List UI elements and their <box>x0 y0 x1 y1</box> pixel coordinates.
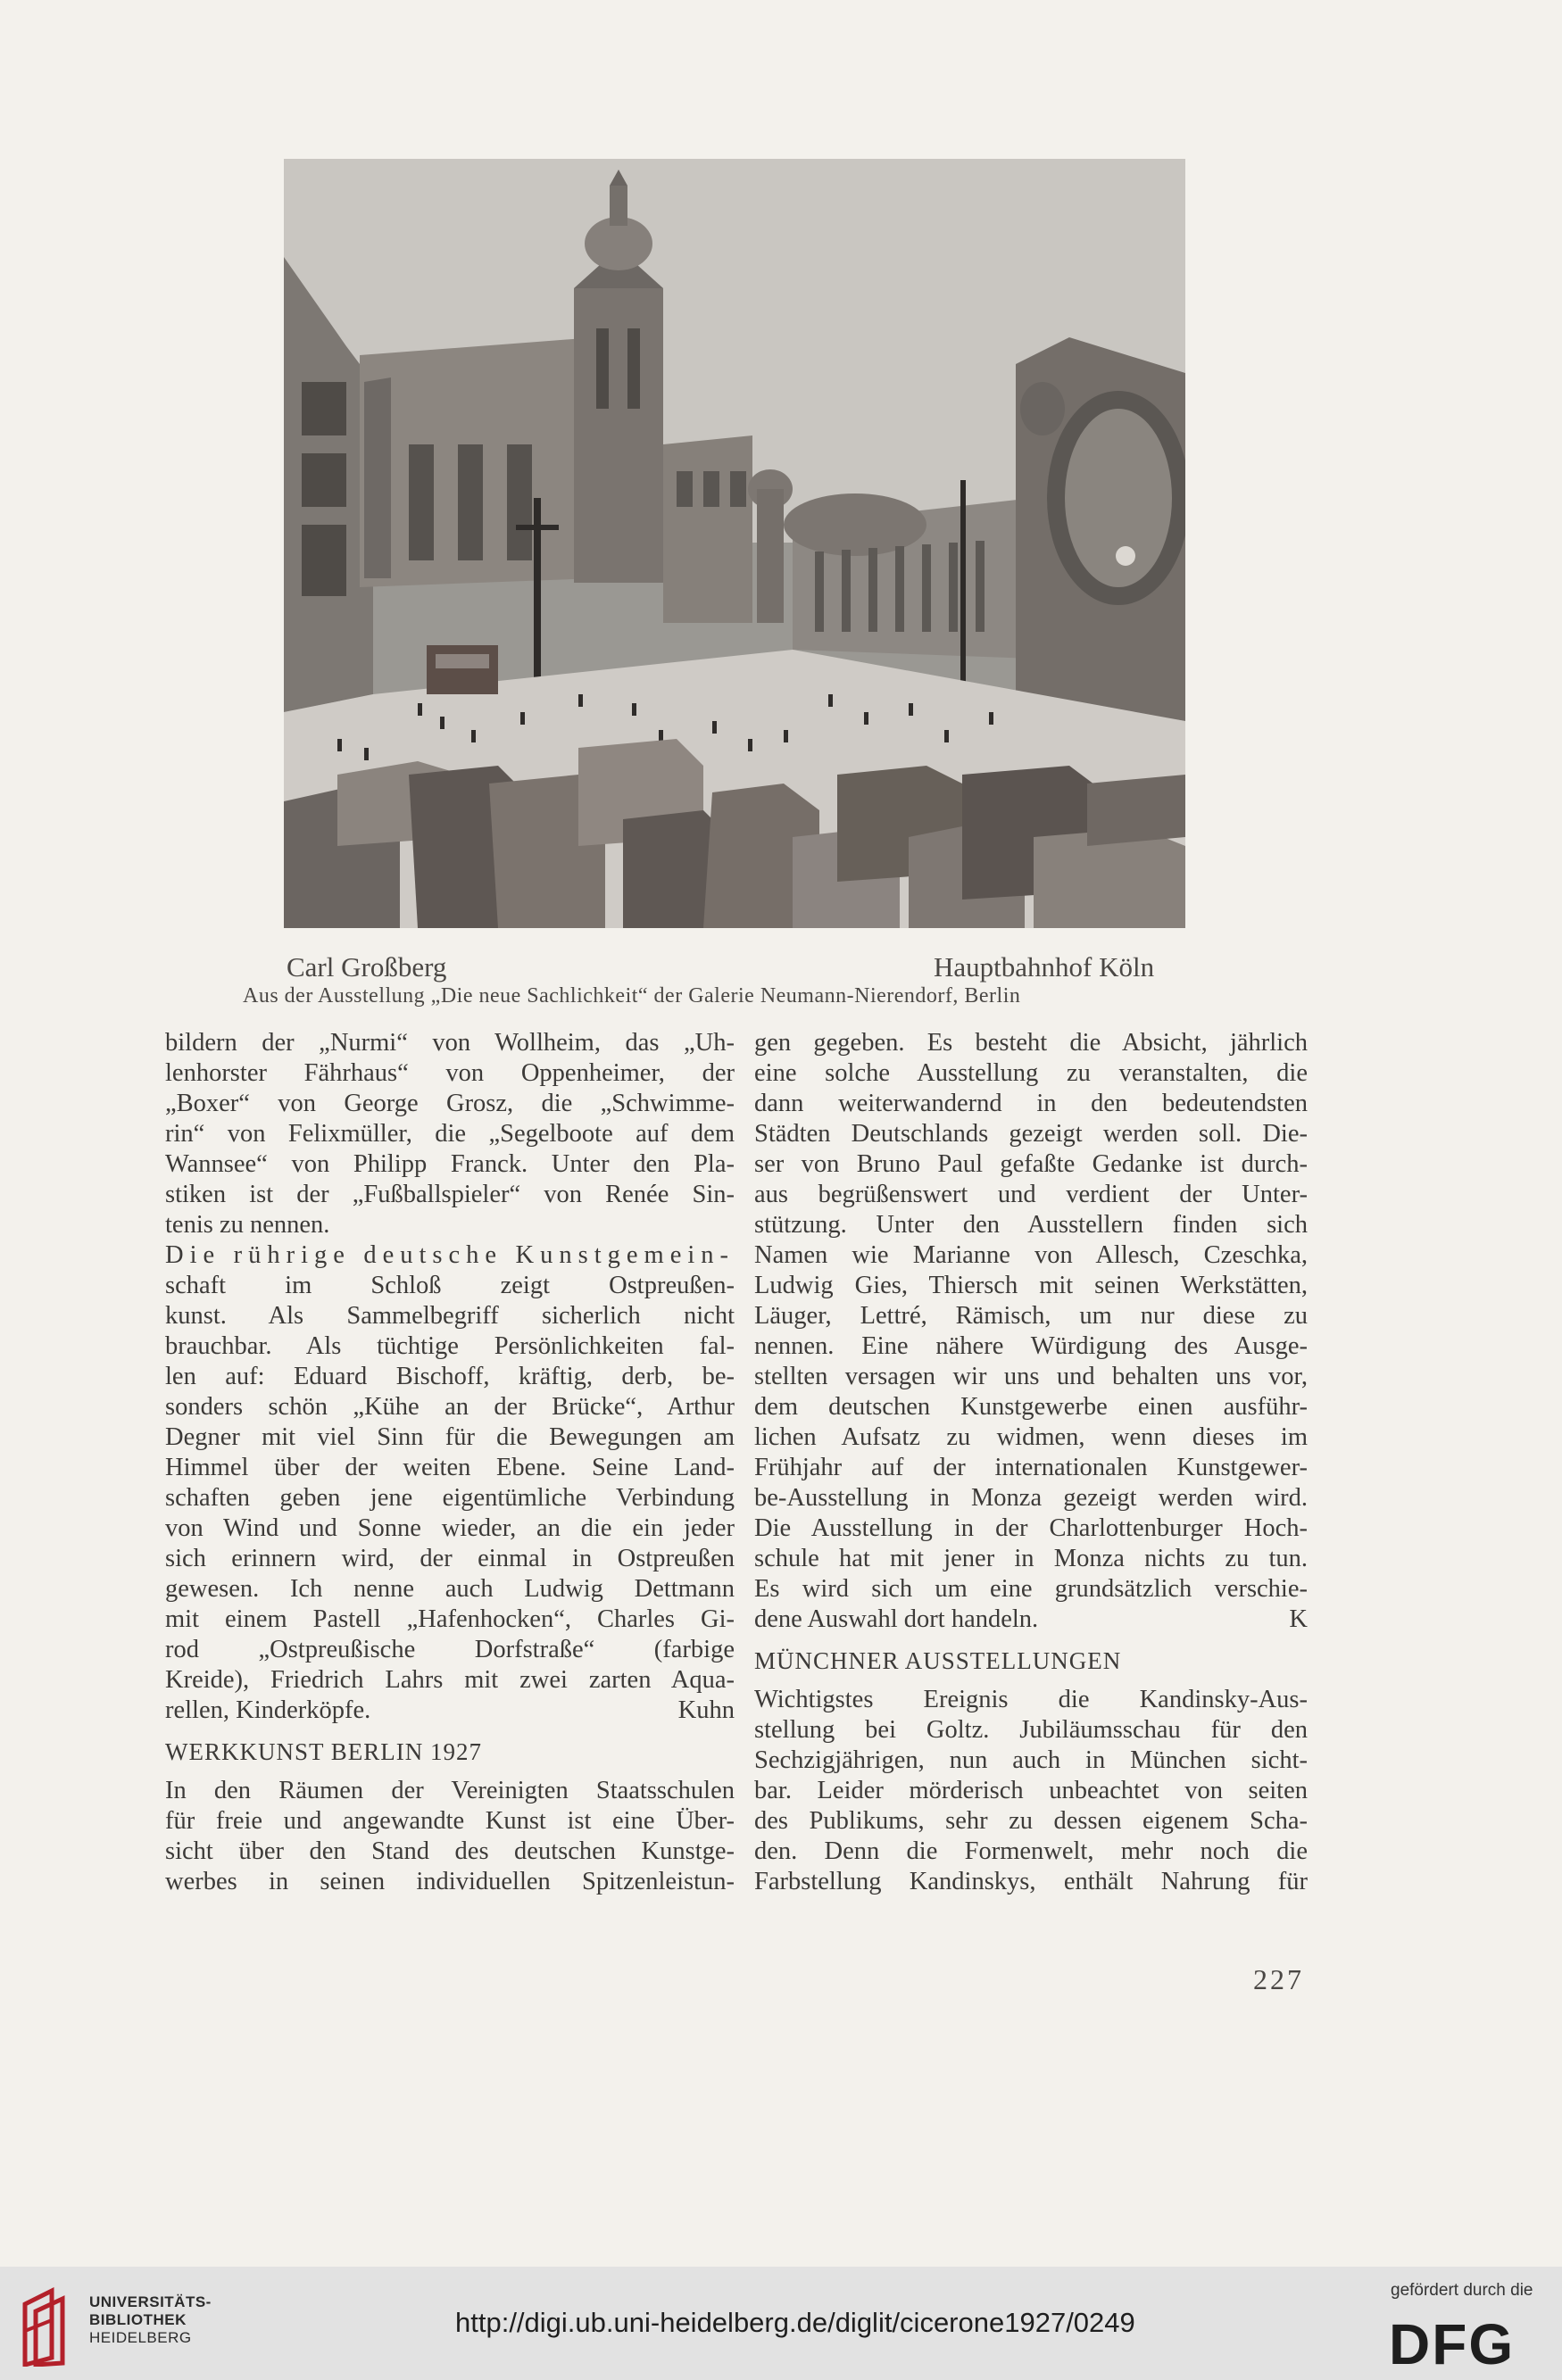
text-line: bildern der „Nurmi“ von Wollheim, das „Uh- <box>165 1029 735 1057</box>
library-name <box>89 2293 212 2347</box>
text-line: Frühjahr auf der internationalen Kunstgewer- <box>754 1454 1308 1481</box>
caption-title: Hauptbahnhof Köln <box>934 951 1155 983</box>
text-line: kunst. Als Sammelbegriff sicherlich nicht <box>165 1302 735 1330</box>
text-line: nennen. Eine nähere Würdigung des Ausge- <box>754 1332 1308 1360</box>
text-line: für freie und angewandte Kunst ist eine Über- <box>165 1807 735 1835</box>
author-signature: K <box>1289 1605 1308 1633</box>
dfg-logo: DFG <box>1389 2312 1516 2376</box>
text-line: In den Räumen der Vereinigten Staatsschulen <box>165 1777 735 1804</box>
footer-bar <box>0 2267 1562 2380</box>
text-line: sicht über den Stand des deutschen Kunstge- <box>165 1837 735 1865</box>
text-line: stiken ist der „Fußballspieler“ von Renée Sin- <box>165 1181 735 1208</box>
library-name-line: UNIVERSITÄTS- <box>89 2293 212 2310</box>
text-line: Die rührige deutsche Kunstgemein- <box>165 1241 735 1269</box>
text-line: gewesen. Ich nenne auch Ludwig Dettmann <box>165 1575 735 1603</box>
text-line: aus begrüßenswert und verdient der Unter- <box>754 1181 1308 1208</box>
text-line: gen gegeben. Es besteht die Absicht, jährlich <box>754 1029 1308 1057</box>
text-line: lenhorster Fährhaus“ von Oppenheimer, der <box>165 1059 735 1087</box>
text-line: Ludwig Gies, Thiersch mit seinen Werkstätten, <box>754 1272 1308 1299</box>
text-line: dem deutschen Kunstgewerbe einen ausführ- <box>754 1393 1308 1421</box>
text-line: Himmel über der weiten Ebene. Seine Land- <box>165 1454 735 1481</box>
caption-source: Aus der Ausstellung „Die neue Sachlichkeit“ der Galerie Neumann-Nierendorf, Berlin <box>243 984 1021 1008</box>
left-text-column <box>165 1028 735 1897</box>
text-line: lichen Aufsatz zu widmen, wenn dieses im <box>754 1423 1308 1451</box>
text-line: Sechzigjährigen, nun auch in München sicht- <box>754 1746 1308 1774</box>
library-name-line: BIBLIOTHEK <box>89 2311 187 2328</box>
text-line: rod „Ostpreußische Dorfstraße“ (farbige <box>165 1636 735 1663</box>
text-line: brauchbar. Als tüchtige Persönlichkeiten fal- <box>165 1332 735 1360</box>
text-line: schaften geben jene eigentümliche Verbindung <box>165 1484 735 1512</box>
text-line: sich erinnern wird, der einmal in Ostpreußen <box>165 1545 735 1572</box>
text-line: Wichtigstes Ereignis die Kandinsky-Aus- <box>754 1686 1308 1713</box>
text-line: Die Ausstellung in der Charlottenburger Hoch- <box>754 1514 1308 1542</box>
text-line: mit einem Pastell „Hafenhocken“, Charles Gi- <box>165 1605 735 1633</box>
text-line: rin“ von Felixmüller, die „Segelboote auf dem <box>165 1120 735 1148</box>
section-heading: MÜNCHNER AUSSTELLUNGEN <box>754 1647 1122 1674</box>
permalink-url[interactable]: http://digi.ub.uni-heidelberg.de/diglit/cicerone1927/0249 <box>455 2307 1135 2338</box>
text-line: dene Auswahl dort handeln. <box>754 1605 1039 1633</box>
funding-note: gefördert durch die <box>1391 2281 1533 2300</box>
text-line: eine solche Ausstellung zu veranstalten, die <box>754 1059 1308 1087</box>
text-line: Farbstellung Kandinskys, enthält Nahrung für <box>754 1868 1308 1895</box>
text-line: des Publikums, sehr zu dessen eigenem Scha- <box>754 1807 1308 1835</box>
text-line: schaft im Schloß zeigt Ostpreußen- <box>165 1272 735 1299</box>
text-line: rellen, Kinderköpfe. <box>165 1696 371 1724</box>
text-line: Namen wie Marianne von Allesch, Czeschka, <box>754 1241 1308 1269</box>
text-line: dann weiterwandernd in den bedeutendsten <box>754 1090 1308 1117</box>
text-line: von Wind und Sonne wieder, an die ein jeder <box>165 1514 735 1542</box>
text-line: Es wird sich um eine grundsätzlich verschie- <box>754 1575 1308 1603</box>
text-line: Degner mit viel Sinn für die Bewegungen am <box>165 1423 735 1451</box>
text-line: be-Ausstellung in Monza gezeigt werden wird. <box>754 1484 1308 1512</box>
right-text-column <box>754 1028 1308 1897</box>
text-line: sonders schön „Kühe an der Brücke“, Arthur <box>165 1393 735 1421</box>
text-line-with-signature <box>165 1696 735 1726</box>
text-line: stützung. Unter den Ausstellern finden sich <box>754 1211 1308 1239</box>
text-line-with-signature <box>754 1605 1308 1635</box>
text-line: „Boxer“ von George Grosz, die „Schwimme- <box>165 1090 735 1117</box>
caption-artist: Carl Großberg <box>287 951 447 983</box>
text-line: Wannsee“ von Philipp Franck. Unter den Pla- <box>165 1150 735 1178</box>
painting-image <box>284 159 1185 928</box>
text-line: werbes in seinen individuellen Spitzenleistun- <box>165 1868 735 1895</box>
text-line: stellten versagen wir uns und behalten uns vor, <box>754 1363 1308 1390</box>
text-line: Städten Deutschlands gezeigt werden soll. Die- <box>754 1120 1308 1148</box>
cologne-station-painting <box>284 159 1185 928</box>
page-number: 227 <box>1253 1963 1304 1995</box>
text-line: Kreide), Friedrich Lahrs mit zwei zarten Aqua- <box>165 1666 735 1694</box>
text-line: den. Denn die Formenwelt, mehr noch die <box>754 1837 1308 1865</box>
text-line: bar. Leider mörderisch unbeachtet von seiten <box>754 1777 1308 1804</box>
ub-heidelberg-logo-icon <box>16 2286 75 2367</box>
text-line: len auf: Eduard Bischoff, kräftig, derb, be- <box>165 1363 735 1390</box>
author-signature: Kuhn <box>677 1696 735 1724</box>
text-line: Läuger, Lettré, Rämisch, um nur diese zu <box>754 1302 1308 1330</box>
text-line: ser von Bruno Paul gefaßte Gedanke ist durch- <box>754 1150 1308 1178</box>
text-line: stellung bei Goltz. Jubiläumsschau für den <box>754 1716 1308 1744</box>
section-heading: WERKKUNST BERLIN 1927 <box>165 1738 482 1765</box>
library-name-line: HEIDELBERG <box>89 2329 192 2346</box>
text-line: schule hat mit jener in Monza nichts zu tun. <box>754 1545 1308 1572</box>
text-line: tenis zu nennen. <box>165 1211 330 1239</box>
